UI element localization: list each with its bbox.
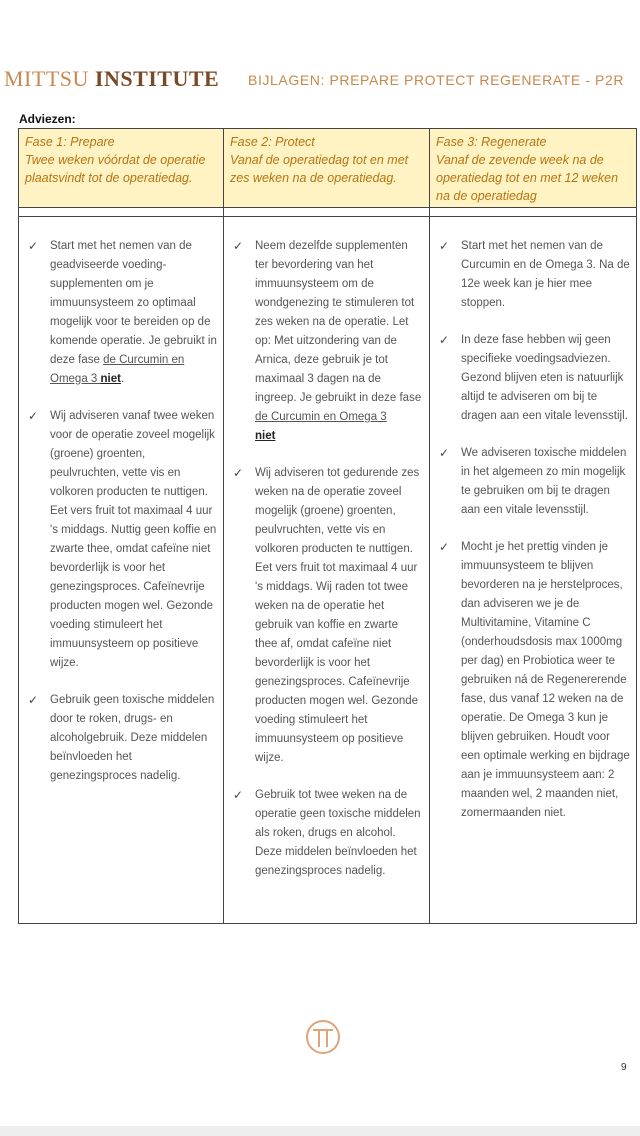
phase-3-title: Fase 3: Regenerate [436, 135, 547, 149]
brand-part-2: INSTITUTE [94, 66, 220, 91]
check-icon: ✓ [439, 239, 450, 253]
phase-2-desc: Vanaf de operatiedag tot en met zes weken na de operatiedag. [230, 153, 409, 185]
spacer-row [19, 208, 637, 217]
advice-item: ✓ Gebruik geen toxische middelen door te roken, drugs- en alcoholgebruik. Deze middelen beïnvloeden het genezingsproces nadelig. [28, 693, 215, 782]
advice-item: ✓ Gebruik tot twee weken na de operatie geen toxische middelen als roken, drugs en alcohol. Deze middelen beïnvloeden het genezingsproces nadelig. [233, 788, 421, 877]
check-icon: ✓ [233, 239, 244, 253]
mittsu-tt-logo-icon [305, 1019, 341, 1055]
advice-item: ✓ We adviseren toxische middelen in het algemeen zo min mogelijk te gebruiken om bij te dragen aan een vitale levensstijl. [439, 446, 627, 516]
phase-1-header [19, 129, 224, 208]
check-icon: ✓ [439, 540, 450, 554]
check-icon: ✓ [233, 788, 244, 802]
advice-item: ✓ In deze fase hebben wij geen specifieke voedingsadviezen. Gezond blijven eten is natuurlijk altijd te adviseren om bij te dragen aan een vitale levensstijl. [439, 333, 628, 422]
phase-2-advice-cell [224, 217, 430, 924]
phase-2-title: Fase 2: Protect [230, 135, 315, 149]
check-icon: ✓ [28, 693, 39, 707]
phase-2-header [224, 129, 430, 208]
advice-item: ✓ Wij adviseren vanaf twee weken voor de operatie zoveel mogelijk (groene) groenten, peulvruchten, vette vis en volkoren producten te nuttigen. Eet vers fruit tot maximaal 4 uur 's middags. Nuttig geen koffie en zwarte thee, omdat cafeïne niet bevorderlijk is voor het genezingsproces. Cafeïnevrije producten mogen wel. Gezonde voeding stimuleert het immuunsysteem op positieve wijze. [28, 409, 217, 669]
phase-1-title: Fase 1: Prepare [25, 135, 115, 149]
check-icon: ✓ [439, 333, 450, 347]
phase-table [18, 128, 637, 924]
check-icon: ✓ [233, 466, 244, 480]
advice-item: ✓ Start met het nemen van de geadviseerde voeding-supplementen om je immuunsysteem zo optimaal mogelijk voor te bereiden op de komende operatie. Je gebruikt in deze fase de Curcumin en Omega 3 niet. [28, 239, 217, 385]
brand-logo-text [4, 66, 219, 92]
phase-3-desc: Vanaf de zevende week na de operatiedag tot en met 12 weken na de operatiedag [436, 153, 619, 203]
page-header [0, 66, 640, 96]
phase-1-advice-cell [19, 217, 224, 924]
phase-3-header [430, 129, 637, 208]
advice-label: Adviezen: [19, 112, 76, 126]
advice-row [19, 217, 637, 924]
check-icon: ✓ [439, 446, 450, 460]
phase-3-advice-cell [430, 217, 637, 924]
advice-item: ✓ Neem dezelfde supplementen ter bevordering van het immuunsysteem om de wondgenezing te stimuleren tot zes weken na de operatie. Let op: Met uitzondering van de Arnica, deze gebruik je tot maximaal 3 dagen na de ingreep. Je gebruikt in deze fase de Curcumin en Omega 3 niet [233, 239, 422, 442]
page-number: 9 [621, 1062, 627, 1073]
header-subtitle: BIJLAGEN: PREPARE PROTECT REGENERATE - P2R [248, 72, 625, 88]
bottom-bar [0, 1126, 640, 1136]
advice-item: ✓ Start met het nemen van de Curcumin en de Omega 3. Na de 12e week kan je hier mee stoppen. [439, 239, 630, 309]
brand-part-1: MITTSU [4, 66, 95, 91]
phase-header-row [19, 129, 637, 208]
check-icon: ✓ [28, 239, 39, 253]
advice-item: ✓ Wij adviseren tot gedurende zes weken na de operatie zoveel mogelijk (groene) groenten, peulvruchten, vette vis en volkoren producten te nuttigen. Eet vers fruit tot maximaal 4 uur 's middags. Wij raden tot twee weken na de operatie het gebruik van koffie en zwarte thee af, omdat cafeïne niet bevorderlijk is voor het genezingsproces. Cafeïnevrije producten mogen wel. Gezonde voeding stimuleert het immuunsysteem op positieve wijze. [233, 466, 420, 764]
advice-item: ✓ Mocht je het prettig vinden je immuunsysteem te blijven bevorderen na je herstelproces, dan adviseren we je de Multivitamine, Vitamine C (onderhoudsdosis max 1000mg per dag) en Probiotica weer te gebruiken ná de Regenererende fase, dus vanaf 12 weken na de operatie. De Omega 3 kun je blijven gebruiken. Houdt voor een optimale werking en bijdrage aan je immuunsysteem aan: 2 maanden wel, 2 maanden niet, zomermaanden niet. [439, 540, 630, 819]
phase-1-desc: Twee weken vóórdat de operatie plaatsvindt tot de operatiedag. [25, 153, 206, 185]
check-icon: ✓ [28, 409, 39, 423]
